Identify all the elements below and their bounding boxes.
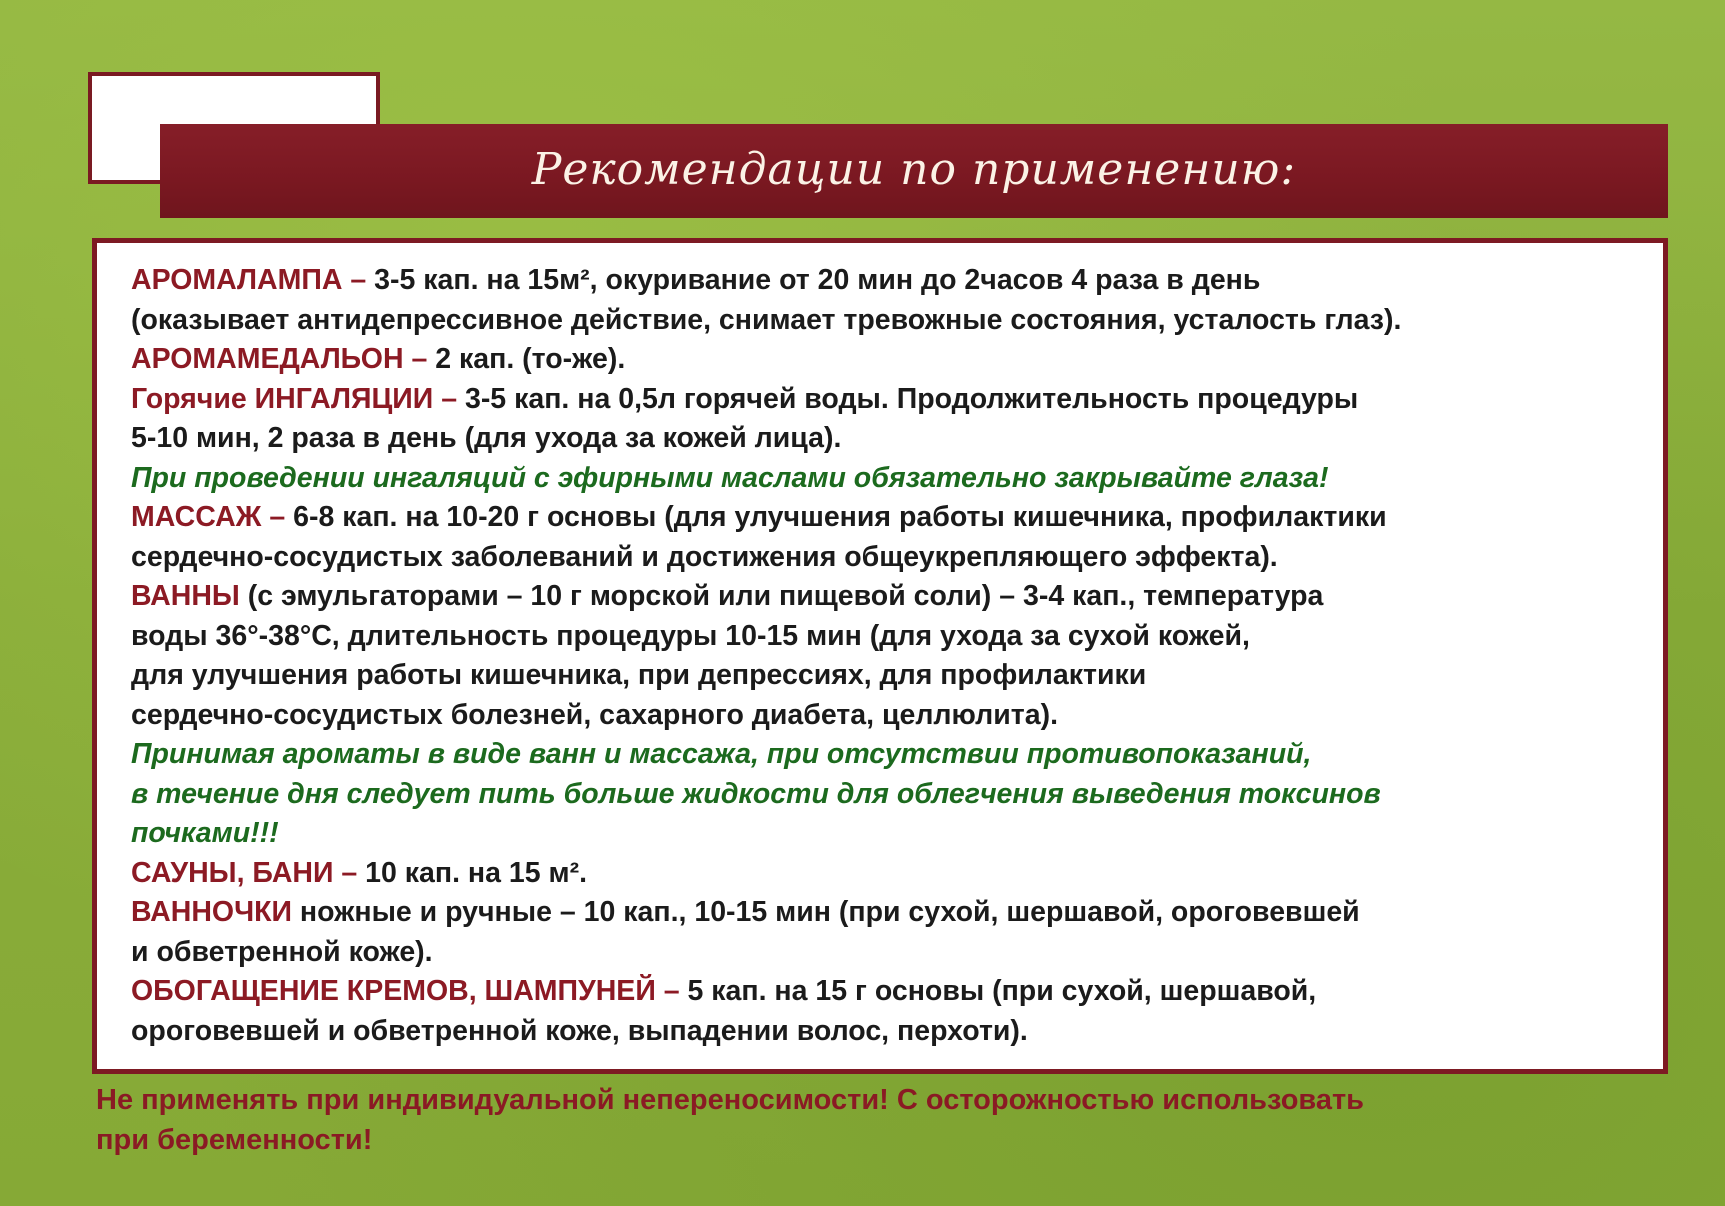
enrichment-line-1 xyxy=(131,972,1627,1012)
baths-line-2: воды 36°-38°С, длительность процедуры 10-15 мин (для ухода за сухой кожей, xyxy=(131,619,1250,652)
page-title: Рекомендации по применению: xyxy=(531,143,1297,195)
inhalations-text-2: 5-10 мин, 2 раза в день (для ухода за кожей лица). xyxy=(131,422,842,454)
baths-text-1: (с эмульгаторами – 10 г морской или пищевой соли) – 3-4 кап., температура xyxy=(239,580,1324,612)
baths-line-3: для улучшения работы кишечника, при депрессиях, для профилактики xyxy=(131,659,1147,691)
inhalations-text-1: 3-5 кап. на 0,5л горячей воды. Продолжительность процедуры xyxy=(457,382,1359,415)
footbaths-text-1: ножные и ручные – 10 кап., 10-15 мин (при сухой, шершавой, ороговевшей xyxy=(291,896,1360,928)
baths-note-2: в течение дня следует пить больше жидкости для облегчения выведения токсинов xyxy=(131,777,1381,810)
aromalampa-text-2: (оказывает антидепрессивное действие, снимает тревожные состояния, усталость глаз). xyxy=(131,303,1402,336)
aromalampa-line-2 xyxy=(131,301,1627,341)
baths-line-4: сердечно-сосудистых болезней, сахарного диабета, целлюлита). xyxy=(131,698,1059,731)
footbaths-label: ВАННОЧКИ xyxy=(131,896,292,928)
inhalations-line-1 xyxy=(131,380,1627,420)
enrichment-line-2: ороговевшей и обветренной коже, выпадении волос, перхоти). xyxy=(131,1014,1028,1047)
baths-note-1: Принимая ароматы в виде ванн и массажа, при отсутствии противопоказаний, xyxy=(131,738,1312,770)
aromamedalion-text: 2 кап. (то-же). xyxy=(427,343,626,375)
inhalations-note: При проведении ингаляций с эфирными маслами обязательно закрывайте глаза! xyxy=(131,461,1329,494)
warning-text xyxy=(96,1080,1696,1160)
massage-line-1 xyxy=(131,498,1627,538)
massage-text-1: 6-8 кап. на 10-20 г основы (для улучшения работы кишечника, профилактики xyxy=(285,501,1387,533)
warning-line-2: при беременности! xyxy=(96,1124,373,1156)
aromamedalion-line xyxy=(131,340,1627,380)
baths-line-1 xyxy=(131,577,1627,617)
aromalampa-line-1 xyxy=(131,261,1627,301)
aromalampa-label: АРОМАЛАМПА – xyxy=(131,264,367,296)
enrichment-label: ОБОГАЩЕНИЕ КРЕМОВ, ШАМПУНЕЙ – xyxy=(131,975,680,1007)
saunas-text: 10 кап. на 15 м². xyxy=(357,856,588,889)
inhalations-line-2 xyxy=(131,419,1627,459)
baths-note-3: почками!!! xyxy=(131,817,279,849)
massage-line-2 xyxy=(131,538,1627,578)
instructions-panel xyxy=(92,238,1668,1074)
saunas-label: САУНЫ, БАНИ – xyxy=(131,856,358,889)
massage-text-2: сердечно-сосудистых заболеваний и достижения общеукрепляющего эффекта). xyxy=(131,540,1278,573)
aromalampa-text-1: 3-5 кап. на 15м², окуривание от 20 мин до 2часов 4 раза в день xyxy=(366,264,1261,296)
enrichment-text-1: 5 кап. на 15 г основы (при сухой, шершавой, xyxy=(679,975,1317,1007)
aromamedalion-label: АРОМАМЕДАЛЬОН – xyxy=(131,343,428,375)
inhalations-label: Горячие ИНГАЛЯЦИИ – xyxy=(131,382,458,415)
baths-label: ВАННЫ xyxy=(131,580,240,612)
warning-line-1: Не применять при индивидуальной непереносимости! С осторожностью использовать xyxy=(96,1084,1365,1116)
footbaths-line-2: и обветренной коже). xyxy=(131,935,433,968)
title-banner xyxy=(160,124,1668,218)
footbaths-line-1 xyxy=(131,893,1627,933)
massage-label: МАССАЖ – xyxy=(131,501,286,533)
saunas-line xyxy=(131,854,1627,894)
